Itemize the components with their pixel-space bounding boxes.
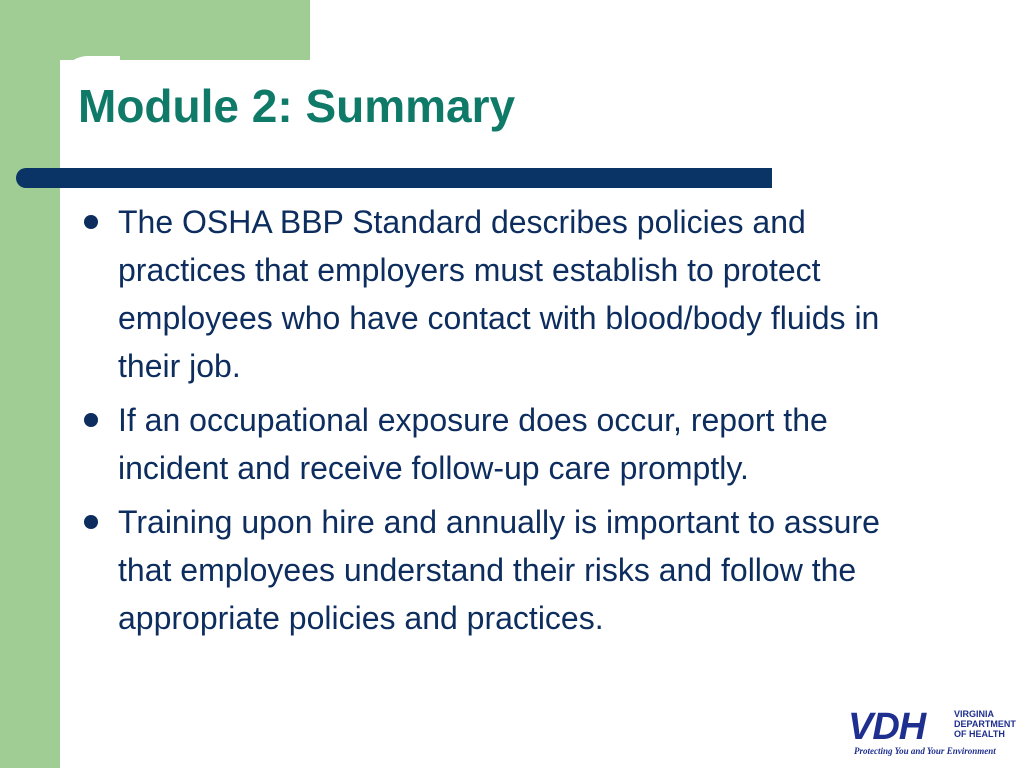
slide-title: Module 2: Summary	[78, 80, 516, 132]
bullet-list	[84, 198, 924, 648]
title-divider	[16, 168, 772, 188]
vdh-logo	[848, 706, 1016, 758]
vdh-agency-name	[954, 709, 1016, 739]
bullet-dot-icon	[84, 215, 98, 229]
bullet-item	[84, 198, 924, 390]
bullet-text: Training upon hire and annually is important to assure that employees understand their risks and follow the appropriate policies and practices.	[118, 504, 880, 636]
bullet-item	[84, 396, 924, 492]
agency-line: DEPARTMENT	[954, 719, 1016, 729]
bullet-item	[84, 498, 924, 642]
vdh-logo-mark: VDH	[848, 706, 926, 748]
bullet-text: If an occupational exposure does occur, report the incident and receive follow-up care promptly.	[118, 402, 828, 486]
bullet-dot-icon	[84, 413, 98, 427]
agency-line: VIRGINIA	[954, 709, 995, 719]
agency-line: OF HEALTH	[954, 729, 1005, 739]
top-green-block	[0, 0, 310, 60]
bullet-text: The OSHA BBP Standard describes policies and practices that employers must establish to protect employees who have contact with blood/body fluids in their job.	[118, 204, 880, 384]
bullet-dot-icon	[84, 515, 98, 529]
vdh-tagline: Protecting You and Your Environment	[854, 746, 996, 756]
left-green-bar	[0, 0, 60, 768]
